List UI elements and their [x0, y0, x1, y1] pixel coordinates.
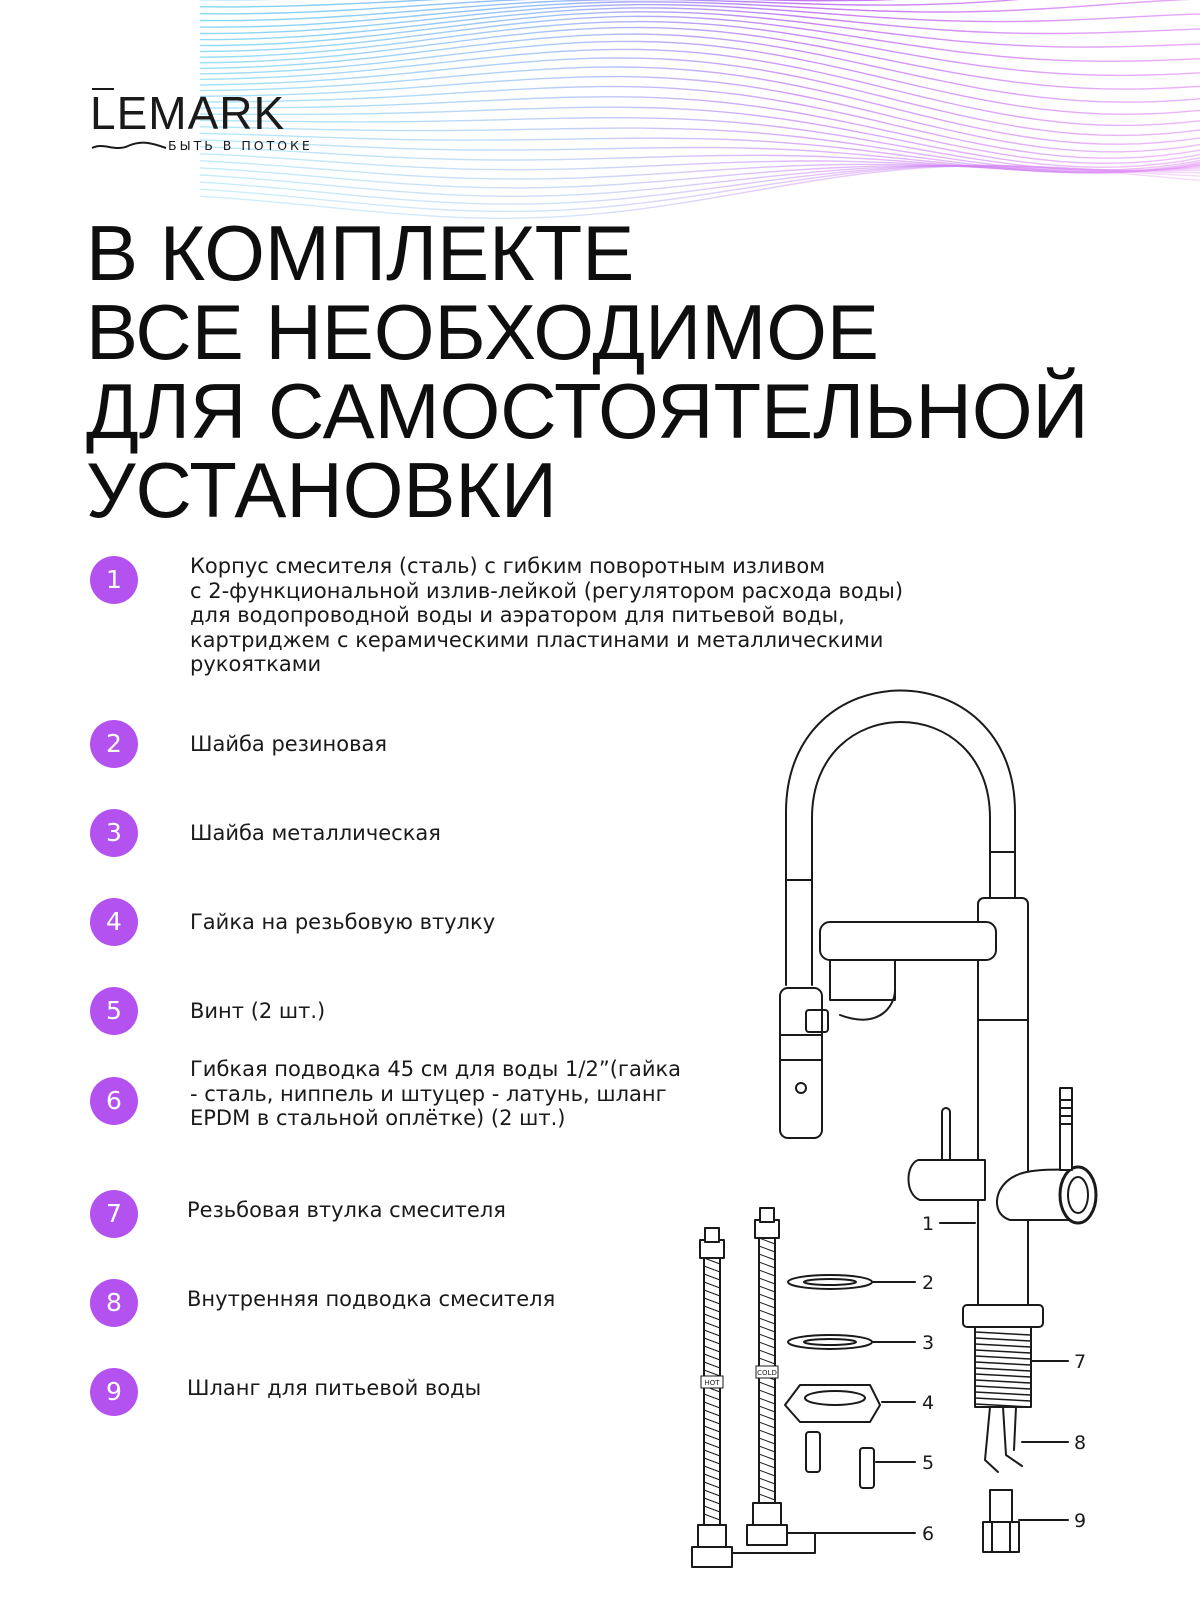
- logo-wordmark: LEMARK: [90, 87, 286, 139]
- item-number-badge: 8: [90, 1279, 138, 1327]
- item-text-line: Корпус смесителя (сталь) с гибким поворотным изливом: [190, 554, 826, 578]
- item-description: Шайба резиновая: [190, 732, 387, 756]
- wave-line: [200, 118, 1200, 170]
- callout-number: 7: [1074, 1351, 1087, 1373]
- item-description: Шланг для питьевой воды: [187, 1376, 482, 1400]
- item-number-badge: 1: [90, 556, 138, 604]
- item-number-badge: 2: [90, 720, 138, 768]
- wave-line: [200, 58, 1200, 135]
- metal-washer: [788, 1335, 872, 1349]
- logo-wave-icon: [90, 140, 168, 154]
- title-line: В КОМПЛЕКТЕ: [86, 209, 635, 297]
- brand-logo: [90, 88, 340, 158]
- title-line: ВСЕ НЕОБХОДИМОЕ: [86, 288, 879, 376]
- item-number-badge: 3: [90, 809, 138, 857]
- callout-number: 5: [922, 1452, 935, 1474]
- item-description: [190, 554, 990, 677]
- callout-number: 6: [922, 1523, 935, 1545]
- callout-number: 3: [922, 1332, 935, 1354]
- rubber-washer: [788, 1275, 872, 1289]
- drinking-water-handle: [908, 1160, 985, 1200]
- page-title: [86, 209, 1166, 534]
- hose-tag-cold: COLD: [757, 1369, 777, 1377]
- item-text-line: для водопроводной воды и аэратором для питьевой воды,: [190, 603, 845, 627]
- item-description: Шайба металлическая: [190, 821, 441, 845]
- item-description: Внутренняя подводка смесителя: [187, 1287, 556, 1311]
- callout-number: 1: [922, 1213, 935, 1235]
- item-number-badge: 9: [90, 1368, 138, 1416]
- item-text-line: с 2-функциональной излив-лейкой (регулятором расхода воды): [190, 578, 904, 603]
- faucet-exploded-diagram: [650, 670, 1200, 1600]
- item-description: Резьбовая втулка смесителя: [187, 1198, 506, 1222]
- item-text-line: картриджем с керамическими пластинами и металлическими: [190, 627, 884, 652]
- hose-tag-hot: HOT: [704, 1379, 720, 1387]
- logo-tagline: БЫТЬ В ПОТОКЕ: [168, 138, 313, 153]
- item-text-line: EPDM в стальной оплётке) (2 шт.): [190, 1106, 566, 1130]
- item-text-line: Гибкая подводка 45 см для воды 1/2”(гайка: [190, 1057, 682, 1081]
- item-number-badge: 4: [90, 898, 138, 946]
- item-number-badge: 7: [90, 1190, 138, 1238]
- screw: [806, 1432, 820, 1472]
- item-text-line: рукоятками: [190, 652, 322, 676]
- screw: [860, 1448, 874, 1488]
- title-line: ДЛЯ САМОСТОЯТЕЛЬНОЙ: [86, 367, 1089, 455]
- item-text-line: - сталь, ниппель и штуцер - латунь, шланг: [190, 1081, 667, 1106]
- callout-number: 9: [1074, 1510, 1087, 1532]
- item-description: Гайка на резьбовую втулку: [190, 910, 496, 934]
- wave-line: [200, 107, 1200, 167]
- item-description: Винт (2 шт.): [190, 999, 326, 1023]
- item-number-badge: 5: [90, 987, 138, 1035]
- callout-number: 4: [922, 1392, 935, 1414]
- title-line: УСТАНОВКИ: [86, 446, 557, 534]
- item-number-badge: 6: [90, 1077, 138, 1125]
- callout-number: 2: [922, 1272, 935, 1294]
- callout-number: 8: [1074, 1432, 1087, 1454]
